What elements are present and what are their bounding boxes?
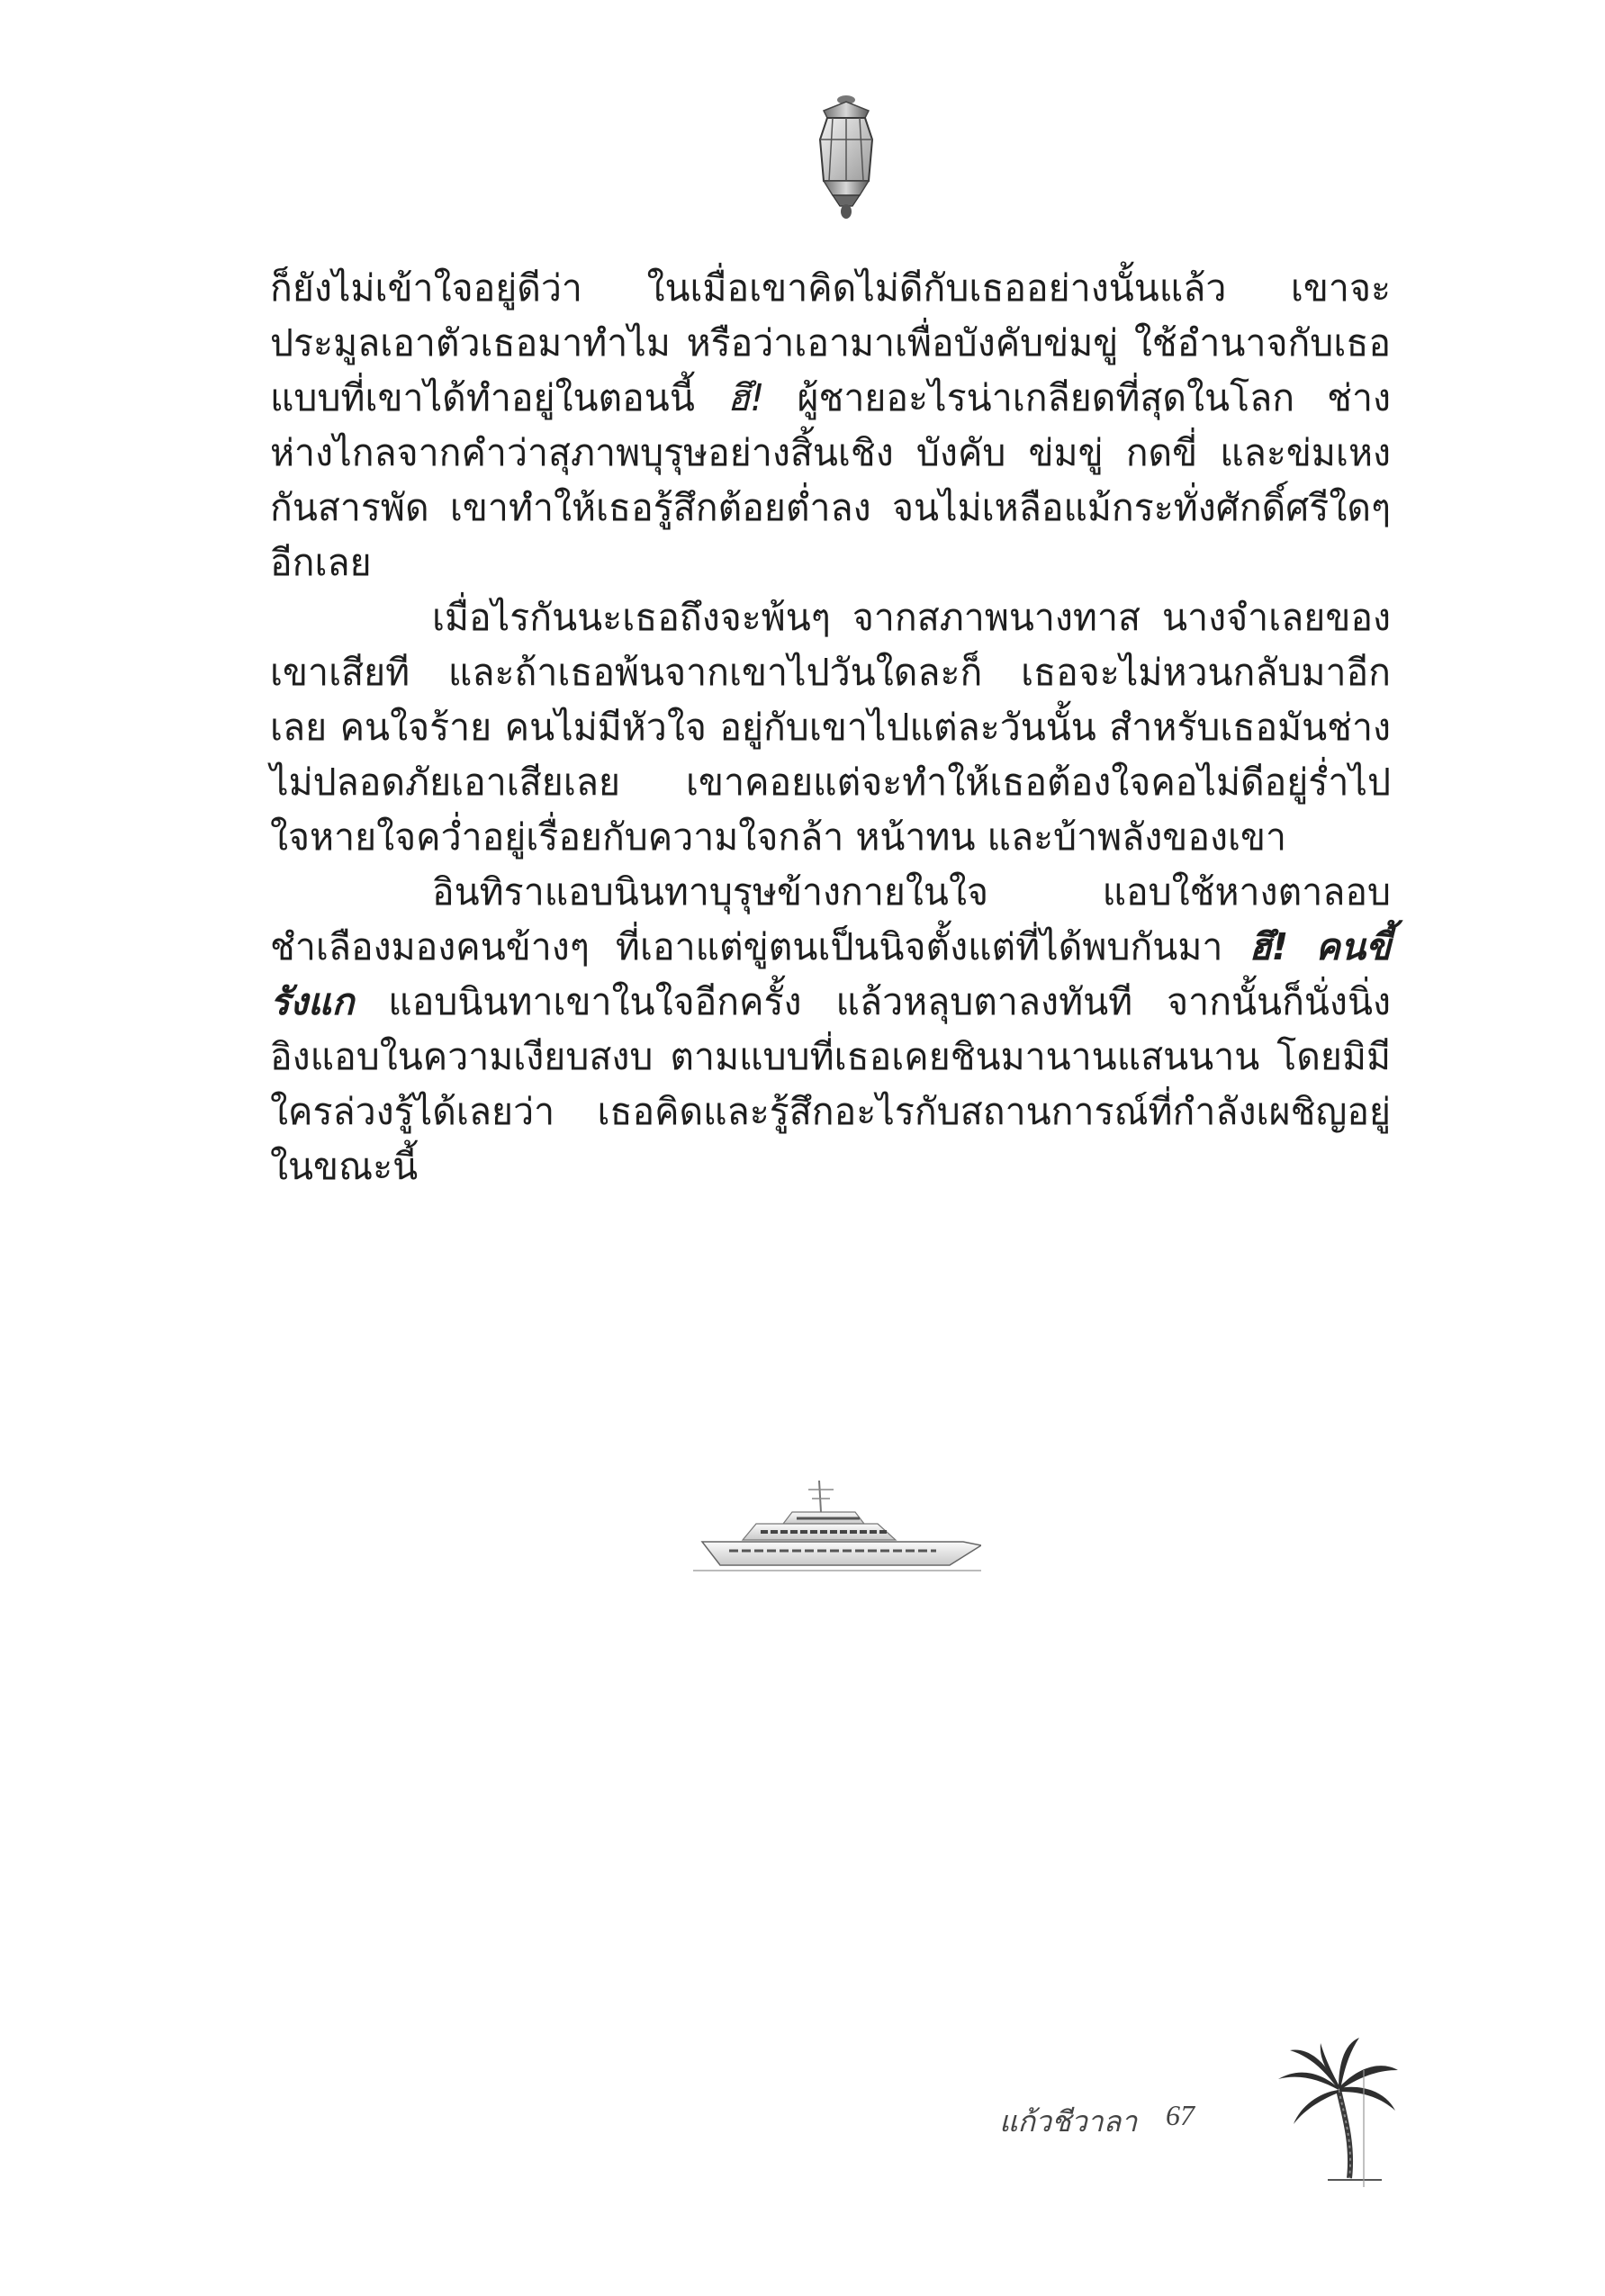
- page-number: 67: [1166, 2099, 1195, 2131]
- strong-emphasis-text: ฮึ! คนขี้รังแก: [270, 925, 1391, 1023]
- paragraph-text: เมื่อไรกันนะเธอถึงจะพ้นๆ จากสภาพนางทาส นางจำเลยของเขาเสียที และถ้าเธอพ้นจากเขาไปวันใดละก็ เธอจะไม่หวนกลับมาอีกเลย คนใจร้าย คนไม่มีหัวใจ อยู่กับเขาไปแต่ละวันนั้น สำหรับเธอมันช่างไม่ปลอดภัยเอาเสียเลย เขาคอยแต่จะทำให้เธอต้องใจคอไม่ดีอยู่ร่ำไป ใจหายใจคว่ำอยู่เรื่อยกับความใจกล้า หน้าทน และบ้าพลังของเขา: [270, 596, 1391, 859]
- paragraph-text: ผู้ชายอะไรน่าเกลียดที่สุดในโลก ช่างห่างไกลจากคำว่าสุภาพบุรุษอย่างสิ้นเชิง บังคับ ข่มขู่ กดขี่ และข่มเหงกันสารพัด เขาทำให้เธอรู้สึกต้อยต่ำลง จนไม่เหลือแม้กระทั่งศักดิ์ศรีใดๆ อีกเลย: [270, 376, 1391, 584]
- paragraph-text: อินทิราแอบนินทาบุรุษข้างกายในใจ แอบใช้หางตาลอบชำเลืองมองคนข้างๆ ที่เอาแต่ขู่ตนเป็นนิจตั้งแต่ที่ได้พบกันมา: [270, 870, 1391, 968]
- body-text: [270, 261, 1391, 1194]
- emphasis-text: ฮึ!: [726, 376, 765, 419]
- paragraph-text: แอบนินทาเขาในใจอีกครั้ง แล้วหลุบตาลงทันที จากนั้นก็นั่งนิ่งอิงแอบในความเงียบสงบ ตามแบบที่เธอเคยชินมานานแสนนาน โดยมิมีใครล่วงรู้ได้เลยว่า เธอคิดและรู้สึกอะไรกับสถานการณ์ที่กำลังเผชิญอยู่ในขณะนี้: [270, 980, 1391, 1188]
- paragraph-text: ก็ยังไม่เข้าใจอยู่ดีว่า ในเมื่อเขาคิดไม่ดีกับเธออย่างนั้นแล้ว เขาจะประมูลเอาตัวเธอมาทำไม หรือว่าเอามาเพื่อบังคับข่มขู่ ใช้อำนาจกับเธอแบบที่เขาได้ทำอยู่ในตอนนี้: [270, 266, 1391, 419]
- page-footer: [900, 2034, 1413, 2187]
- lantern-icon: [806, 95, 887, 221]
- paragraph: [270, 590, 1391, 865]
- paragraph: [270, 865, 1391, 1194]
- paragraph: [270, 261, 1391, 590]
- book-title: แก้วชีวาลา: [999, 2104, 1138, 2138]
- yacht-icon: [693, 1472, 981, 1580]
- palm-tree-icon: [1274, 2034, 1400, 2187]
